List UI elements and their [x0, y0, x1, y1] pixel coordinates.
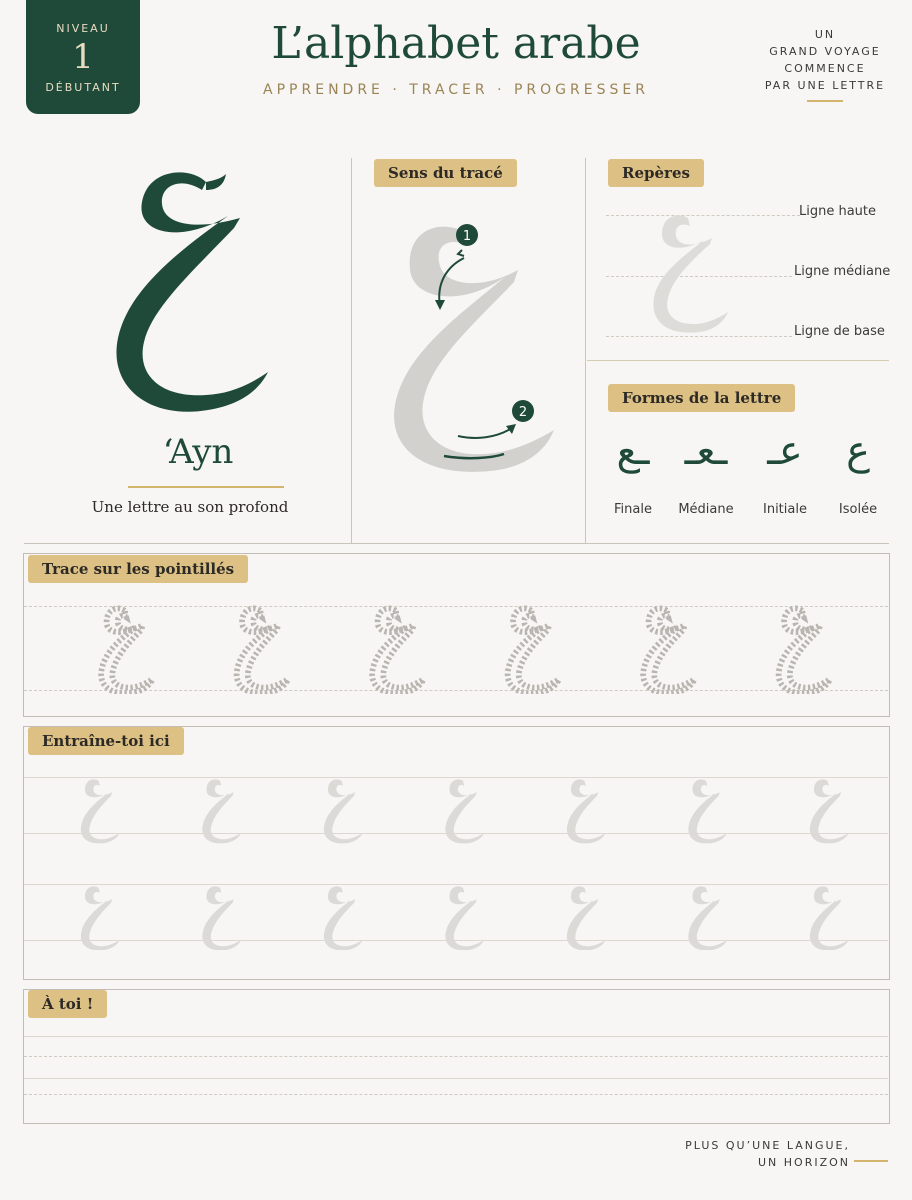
- guide-letter-ghost: [644, 210, 734, 340]
- motto-line: GRAND VOYAGE: [769, 45, 881, 58]
- practice-letter: [81, 886, 120, 950]
- page-subtitle: APPRENDRE · TRACER · PROGRESSER: [263, 82, 649, 98]
- practice-letter: [445, 886, 484, 950]
- form-initial-label: Initiale: [763, 502, 807, 517]
- practice-letter: [810, 886, 849, 950]
- section-tag-stroke-direction: Sens du tracé: [374, 159, 517, 187]
- section-tag-free: À toi !: [28, 990, 107, 1018]
- free-line: [24, 1036, 888, 1037]
- letter-description: Une lettre au son profond: [91, 498, 289, 516]
- practice-letter: [445, 779, 484, 843]
- section-tag-trace: Trace sur les pointillés: [28, 555, 248, 583]
- divider: [585, 158, 586, 544]
- trace-letter: [779, 608, 830, 693]
- form-final-glyph: ـع: [616, 428, 650, 474]
- free-line: [24, 1094, 888, 1095]
- level-number: 1: [72, 37, 94, 77]
- motto-line: PAR UNE LETTRE: [764, 79, 886, 92]
- trace-letter: [643, 608, 694, 693]
- trace-letters-svg: [24, 594, 888, 694]
- footer-line: PLUS QU’UNE LANGUE,: [685, 1139, 850, 1152]
- page-title: L’alphabet arabe: [271, 18, 641, 69]
- practice-letter: [810, 779, 849, 843]
- letter-glyph-large: [88, 160, 308, 430]
- footer-line: UN HORIZON: [757, 1156, 850, 1169]
- form-isolated-glyph: ع: [846, 428, 870, 474]
- form-initial-glyph: عـ: [767, 428, 803, 474]
- practice-letter: [567, 886, 606, 950]
- stroke-direction-diagram: [378, 210, 568, 490]
- section-tag-guides: Repères: [608, 159, 704, 187]
- letter-name: ‘Ayn: [162, 432, 234, 472]
- section-tag-forms: Formes de la lettre: [608, 384, 795, 412]
- form-isolated-label: Isolée: [838, 502, 878, 517]
- form-final-label: Finale: [614, 502, 652, 517]
- divider: [24, 543, 889, 544]
- footer-text: [685, 1137, 850, 1171]
- practice-letter: [324, 779, 363, 843]
- free-line: [24, 1056, 888, 1057]
- motto-line: COMMENCE: [784, 62, 866, 75]
- practice-letter: [567, 779, 606, 843]
- guide-label-top: Ligne haute: [799, 204, 877, 219]
- free-line: [24, 1078, 888, 1079]
- motto: [760, 26, 890, 102]
- trace-letter: [101, 608, 152, 693]
- guide-label-middle: Ligne médiane: [794, 264, 891, 279]
- guide-label-base: Ligne de base: [794, 324, 885, 339]
- practice-letter: [688, 779, 727, 843]
- level-label: NIVEAU: [56, 22, 110, 35]
- motto-rule: [807, 100, 843, 102]
- trace-letter: [508, 608, 559, 693]
- step-2-label: 2: [518, 405, 528, 420]
- letter-name-rule: [128, 486, 284, 488]
- trace-letter: [372, 608, 423, 693]
- practice-area[interactable]: [24, 770, 888, 950]
- practice-letter: [688, 886, 727, 950]
- practice-letter: [81, 779, 120, 843]
- section-tag-practice: Entraîne-toi ici: [28, 727, 184, 755]
- practice-letters-svg: [24, 770, 888, 950]
- practice-letter: [324, 886, 363, 950]
- form-medial-glyph: ـعـ: [684, 428, 728, 474]
- level-name: DÉBUTANT: [45, 81, 121, 94]
- trace-letter: [237, 608, 288, 693]
- step-1-label: 1: [462, 229, 472, 244]
- divider: [351, 158, 352, 544]
- motto-line: UN: [814, 28, 836, 41]
- form-medial-label: Médiane: [678, 502, 734, 517]
- practice-letter: [202, 779, 241, 843]
- footer-rule: [854, 1160, 888, 1162]
- divider: [587, 360, 889, 361]
- trace-letters[interactable]: [24, 594, 888, 694]
- practice-letter: [202, 886, 241, 950]
